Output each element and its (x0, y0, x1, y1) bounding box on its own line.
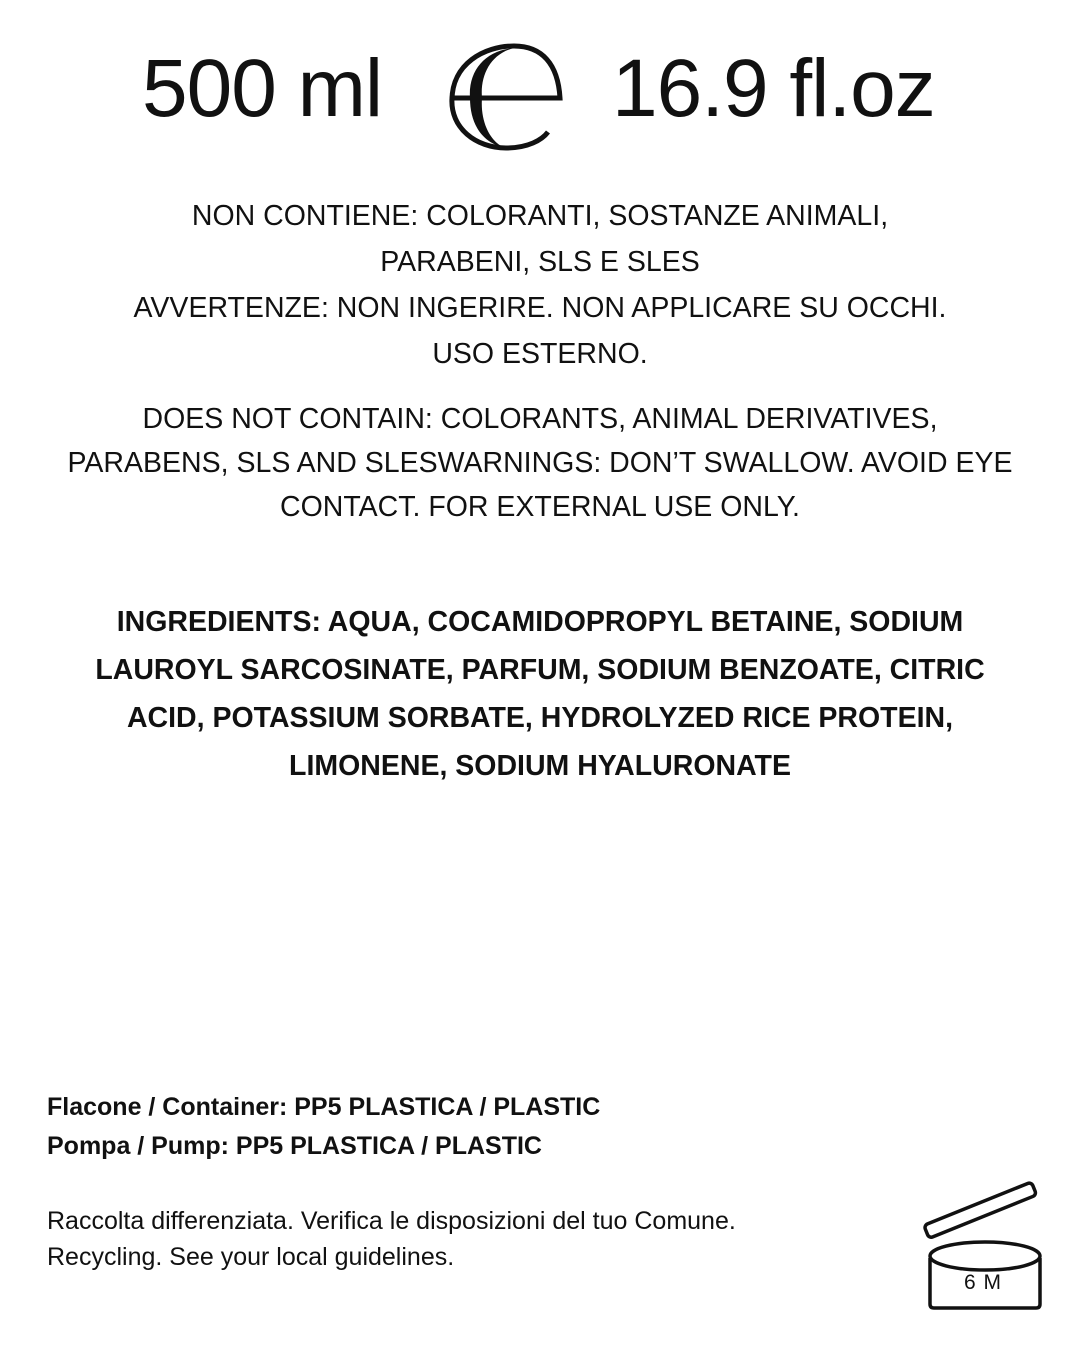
english-warnings (30, 397, 1050, 529)
estimated-sign-icon (442, 42, 566, 152)
volume-imperial: 16.9 fl.oz (612, 43, 935, 134)
italian-warnings (30, 193, 1050, 377)
recycling-info (47, 1203, 736, 1275)
recycling-italian: Raccolta differenziata. Verifica le disposizioni del tuo Comune. (47, 1207, 736, 1235)
ingredients-line: LAUROYL SARCOSINATE, PARFUM, SODIUM BENZOATE, CITRIC (95, 654, 985, 686)
packaging-materials (47, 1088, 600, 1166)
english-line: CONTACT. FOR EXTERNAL USE ONLY. (280, 491, 800, 523)
italian-line: USO ESTERNO. (432, 338, 648, 370)
italian-line: AVVERTENZE: NON INGERIRE. NON APPLICARE SU OCCHI. (133, 292, 947, 324)
recycling-english: Recycling. See your local guidelines. (47, 1243, 455, 1271)
ingredients-line: INGREDIENTS: AQUA, COCAMIDOPROPYL BETAINE, SODIUM (116, 606, 964, 638)
volume-metric: 500 ml (142, 43, 383, 134)
ingredients-list (40, 598, 1040, 790)
volume-row (0, 42, 1080, 152)
pao-label: 6 M (963, 1271, 1002, 1294)
container-material: Flacone / Container: PP5 PLASTICA / PLASTIC (47, 1093, 601, 1121)
pump-material: Pompa / Pump: PP5 PLASTICA / PLASTIC (47, 1132, 542, 1160)
period-after-opening (918, 1172, 1048, 1314)
english-line: DOES NOT CONTAIN: COLORANTS, ANIMAL DERIVATIVES, (142, 403, 938, 435)
english-line: PARABENS, SLS AND SLESWARNINGS: DON’T SWALLOW. AVOID EYE (67, 447, 1013, 479)
italian-line: NON CONTIENE: COLORANTI, SOSTANZE ANIMALI, (191, 200, 889, 232)
ingredients-line: LIMONENE, SODIUM HYALURONATE (289, 750, 791, 782)
ingredients-line: ACID, POTASSIUM SORBATE, HYDROLYZED RICE PROTEIN, (126, 702, 954, 734)
italian-line: PARABENI, SLS E SLES (380, 246, 700, 278)
